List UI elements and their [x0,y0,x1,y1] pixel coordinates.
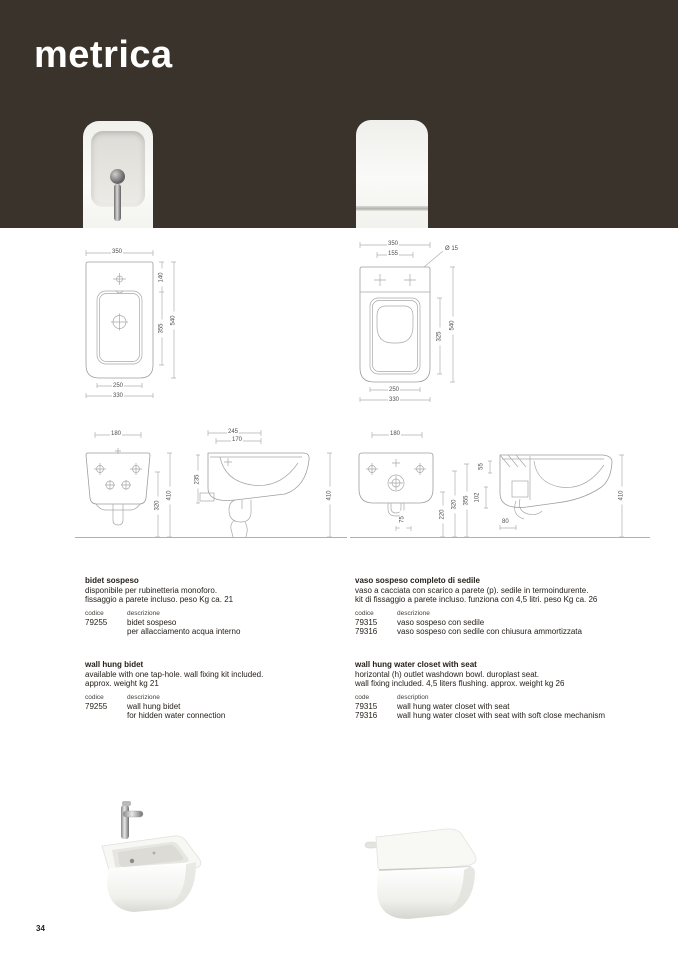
product-title: vaso sospeso completo di sedile [355,576,480,585]
bidet-front-photo [83,121,153,228]
row-desc: bidet sospeso [127,617,177,627]
row-desc: wall hung bidet [127,701,181,711]
col-code: code [355,693,370,701]
dim-label: 245 [228,429,239,435]
dim-label: 355 [159,320,166,338]
bidet-top-view-drawing [78,243,193,403]
bidet-side-view-drawing [190,425,345,543]
dim-label: 155 [388,251,399,257]
dim-label: 320 [452,496,459,514]
dim-label: 180 [390,431,401,437]
dim-label: 410 [167,487,174,505]
wc-perspective-photo [348,815,498,940]
row-desc: for hidden water connection [127,711,226,720]
wc-top-view-drawing [348,235,483,407]
table-row [85,618,347,637]
table-row [355,627,655,637]
dim-label: 220 [440,506,447,524]
product-desc: vaso a cacciata con scarico a parete (p). sedile in termoindurente. [355,585,589,595]
wc-side-view-drawing [472,425,653,543]
dim-label: 350 [112,249,123,255]
section-bidet-italian [85,576,347,637]
col-desc: descrizione [127,609,160,617]
dim-label: 330 [389,397,400,403]
col-desc: description [397,693,429,701]
product-desc: fissaggio a parete incluso. peso Kg ca. 21 [85,595,234,604]
row-desc: vaso sospeso con sedile [397,617,485,627]
dim-label: 350 [388,241,399,247]
col-code: codice [355,609,374,617]
product-code: 79316 [355,711,378,720]
product-desc: disponibile per rubinetteria monoforo. [85,585,218,595]
product-code: 79316 [355,627,378,636]
product-code: 79315 [355,701,378,711]
product-desc: approx. weight kg 21 [85,679,159,688]
product-title: wall hung bidet [85,660,144,669]
wc-seat-seam [356,206,428,211]
bidet-mixer-hole [110,169,125,184]
dim-label: 55 [479,458,486,476]
bidet-spout [114,184,121,221]
product-title: wall hung water closet with seat [355,660,477,669]
table-row [355,702,667,712]
bidet-rear-view-drawing [78,425,183,543]
brand-logo: metrica [34,34,173,76]
product-code: 79255 [85,617,108,627]
dim-label: 80 [502,519,509,525]
wc-front-photo [356,120,428,228]
page-number: 34 [36,924,45,933]
wc-rear-view-drawing [348,425,478,543]
product-desc: kit di fissaggio a parete incluso. funziona con 4,5 litri. peso Kg ca. 26 [355,595,598,604]
row-desc: wall hung water closet with seat [397,701,510,711]
col-desc: descrizione [127,693,160,701]
row-desc: per allacciamento acqua interno [127,627,241,636]
row-desc: vaso sospeso con sedile con chiusura ammortizzata [397,627,582,636]
row-desc: wall hung water closet with seat with soft close mechanism [397,711,606,720]
table-header [355,610,655,618]
dim-label: 330 [113,393,124,399]
product-desc: wall fixing included. 4,5 liters flushing. approx. weight kg 26 [355,679,565,688]
dim-label: 140 [159,269,166,287]
dim-label: 75 [400,511,407,529]
col-code: codice [85,609,104,617]
dim-label: Ø 15 [445,246,459,252]
col-desc: descrizione [397,609,430,617]
col-code: codice [85,693,104,701]
dim-label: 355 [464,492,471,510]
product-code: 79315 [355,617,378,627]
dim-label: 410 [327,487,334,505]
dim-label: 250 [113,383,124,389]
section-wc-english [355,660,667,721]
dim-label: 102 [475,489,482,507]
dim-label: 170 [232,437,243,443]
table-row [355,618,655,628]
table-header [85,694,347,702]
product-code: 79255 [85,701,108,711]
dim-label: 180 [111,431,122,437]
section-bidet-english [85,660,347,721]
dim-label: 325 [437,328,444,346]
product-desc: available with one tap-hole. wall fixing kit included. [85,669,264,679]
product-title: bidet sospeso [85,576,139,585]
table-row [85,702,347,721]
bidet-perspective-photo [82,800,222,925]
dim-label: 540 [171,312,178,330]
table-row [355,711,667,721]
dim-label: 320 [155,497,162,515]
dim-label: 250 [389,387,400,393]
dim-label: 540 [450,317,457,335]
table-header [355,694,667,702]
table-header [85,610,347,618]
product-desc: horizontal (h) outlet washdown bowl. duroplast seat. [355,669,540,679]
dim-label: 410 [619,487,626,505]
section-wc-italian [355,576,655,637]
dim-label: 235 [195,471,202,489]
